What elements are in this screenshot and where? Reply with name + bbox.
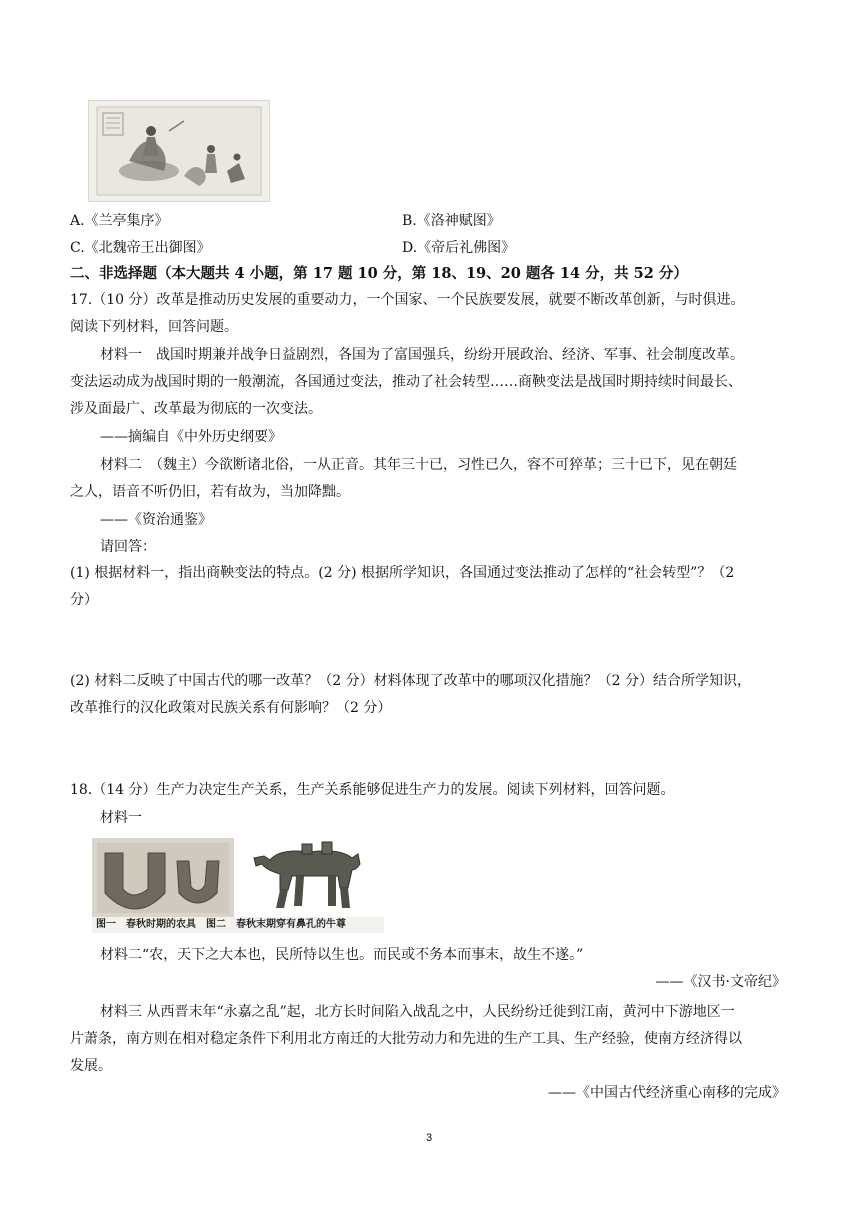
farm-tools-illustration — [93, 839, 233, 917]
q17-part1-line2: 分） — [70, 592, 98, 608]
q17-intro-2: 阅读下列材料，回答问题。 — [70, 319, 238, 335]
painting-illustration — [89, 101, 269, 201]
section-heading: 二、非选择题（本大题共 4 小题，第 17 题 10 分，第 18、19、20 题各 14 分，共 52 分） — [70, 265, 688, 282]
q18-material3-line3: 发展。 — [70, 1058, 112, 1074]
q17-material1-line3: 涉及面最广、改革最为彻底的一次变法。 — [70, 401, 322, 417]
q17-material1-source: ——摘编自《中外历史纲要》 — [100, 429, 282, 445]
q18-material1-label: 材料一 — [100, 810, 142, 826]
q17-material2-line1: 材料二 （魏主）今欲断诸北俗，一从正音。其年三十已，习性已久，容不可猝革；三十已下，见在朝廷 — [100, 457, 737, 473]
page-number: 3 — [426, 1132, 433, 1144]
q17-material2-line2: 之人，语音不听仍旧，若有故为，当加降黜。 — [70, 484, 350, 500]
ox-zun-image — [240, 830, 380, 916]
q17-material1-line1: 材料一 战国时期兼并战争日益剧烈，各国为了富国强兵，纷纷开展政治、经济、军事、社会制度改革。 — [100, 347, 744, 363]
painting-image — [88, 100, 270, 202]
q18-material3-line1: 材料三 从西晋末年“永嘉之乱”起，北方长时间陷入战乱之中，人民纷纷迁徙到江南，黄河中下游地区一 — [100, 1004, 735, 1020]
option-b: B.《洛神赋图》 — [402, 213, 501, 229]
q17-intro-1: 17.（10 分）改革是推动历史发展的重要动力，一个国家、一个民族要发展，就要不断改革创新，与时俱进。 — [70, 292, 745, 308]
q17-part1-line1: (1) 根据材料一，指出商鞅变法的特点。(2 分) 根据所学知识，各国通过变法推动了怎样的“社会转型”？（2 — [70, 565, 735, 581]
q18-material3-line2: 片萧条，南方则在相对稳定条件下利用北方南迁的大批劳动力和先进的生产工具、生产经验，使南方经济得以 — [70, 1031, 742, 1047]
q17-material2-source: ——《资治通鉴》 — [100, 512, 212, 528]
q17-material1-line2: 变法运动成为战国时期的一般潮流，各国通过变法，推动了社会转型……商鞅变法是战国时期持续时间最长、 — [70, 374, 742, 390]
farm-tools-image — [92, 838, 234, 918]
q18-material2-text: 材料二“农，天下之大本也，民所恃以生也。而民或不务本而事末，故生不遂。” — [100, 947, 584, 963]
q17-ask: 请回答： — [100, 539, 156, 555]
q17-part2-line2: 改革推行的汉化政策对民族关系有何影响？（2 分） — [70, 700, 392, 716]
option-c: C.《北魏帝王出御图》 — [70, 240, 211, 256]
option-a: A.《兰亭集序》 — [70, 213, 169, 229]
option-d: D.《帝后礼佛图》 — [402, 240, 516, 256]
q18-intro: 18.（14 分）生产力决定生产关系，生产关系能够促进生产力的发展。阅读下列材料，回答问题。 — [70, 782, 675, 798]
q17-part2-line1: (2) 材料二反映了中国古代的哪一改革？（2 分）材料体现了改革中的哪项汉化措施？（2 分）结合所学知识， — [70, 673, 751, 689]
q18-material3-source: ——《中国古代经济重心南移的完成》 — [548, 1085, 786, 1101]
ox-zun-illustration — [240, 830, 380, 916]
figure-caption: 图一 春秋时期的农具 图二 春秋末期穿有鼻孔的牛尊 — [92, 917, 384, 933]
q18-material2-source: ——《汉书·文帝纪》 — [655, 974, 786, 990]
